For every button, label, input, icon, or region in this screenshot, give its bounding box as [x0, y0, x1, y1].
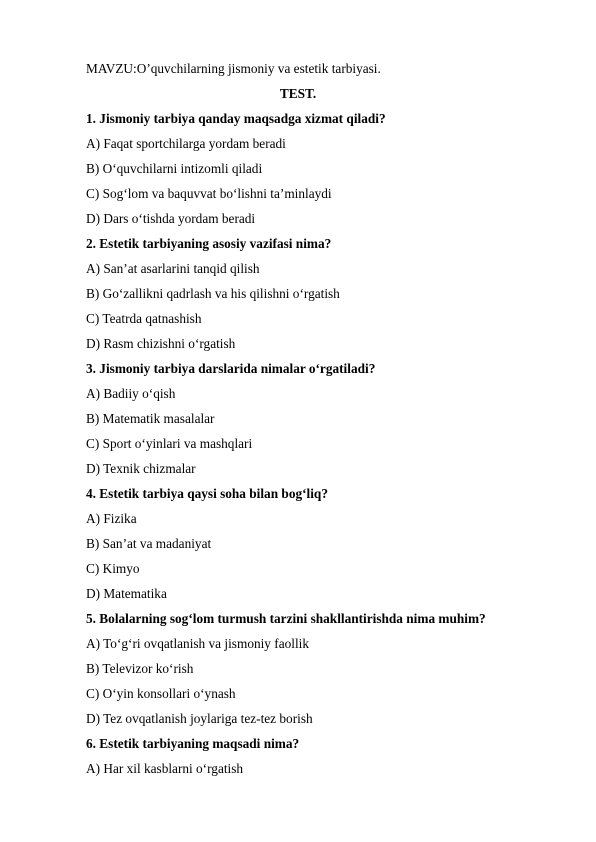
question-1: 1. Jismoniy tarbiya qanday maqsadga xizmat qiladi?	[86, 111, 386, 126]
q5-option-c: C) O‘yin konsollari o‘ynash	[86, 686, 236, 701]
q2-option-b: B) Go‘zallikni qadrlash va his qilishni o‘rgatish	[86, 286, 340, 301]
question-4: 4. Estetik tarbiya qaysi soha bilan bog‘liq?	[86, 486, 328, 501]
q2-option-a: A) San’at asarlarini tanqid qilish	[86, 261, 260, 276]
q5-option-a: A) To‘g‘ri ovqatlanish va jismoniy faollik	[86, 636, 309, 651]
q5-option-b: B) Televizor ko‘rish	[86, 661, 194, 676]
q5-option-d: D) Tez ovqatlanish joylariga tez-tez borish	[86, 711, 313, 726]
question-6: 6. Estetik tarbiyaning maqsadi nima?	[86, 736, 300, 751]
q3-option-b: B) Matematik masalalar	[86, 411, 215, 426]
q1-option-c: C) Sog‘lom va baquvvat bo‘lishni ta’minlaydi	[86, 186, 332, 201]
q4-option-a: A) Fizika	[86, 511, 137, 526]
q3-option-a: A) Badiiy o‘qish	[86, 386, 176, 401]
question-2: 2. Estetik tarbiyaning asosiy vazifasi nima?	[86, 236, 332, 251]
q4-option-d: D) Matematika	[86, 586, 167, 601]
q6-option-a: A) Har xil kasblarni o‘rgatish	[86, 761, 244, 776]
q1-option-a: A) Faqat sportchilarga yordam beradi	[86, 136, 286, 151]
q2-option-d: D) Rasm chizishni o‘rgatish	[86, 336, 236, 351]
topic-line: MAVZU:O’quvchilarning jismoniy va estetik tarbiyasi.	[86, 61, 381, 76]
q3-option-d: D) Texnik chizmalar	[86, 461, 196, 476]
q1-option-b: B) O‘quvchilarni intizomli qiladi	[86, 161, 263, 176]
question-5: 5. Bolalarning sog‘lom turmush tarzini shakllantirishda nima muhim?	[86, 611, 486, 626]
q4-option-b: B) San’at va madaniyat	[86, 536, 212, 551]
q2-option-c: C) Teatrda qatnashish	[86, 311, 202, 326]
question-3: 3. Jismoniy tarbiya darslarida nimalar o‘rgatiladi?	[86, 361, 376, 376]
q4-option-c: C) Kimyo	[86, 561, 140, 576]
q3-option-c: C) Sport o‘yinlari va mashqlari	[86, 436, 253, 451]
q1-option-d: D) Dars o‘tishda yordam beradi	[86, 211, 256, 226]
test-heading: TEST.	[279, 86, 317, 101]
